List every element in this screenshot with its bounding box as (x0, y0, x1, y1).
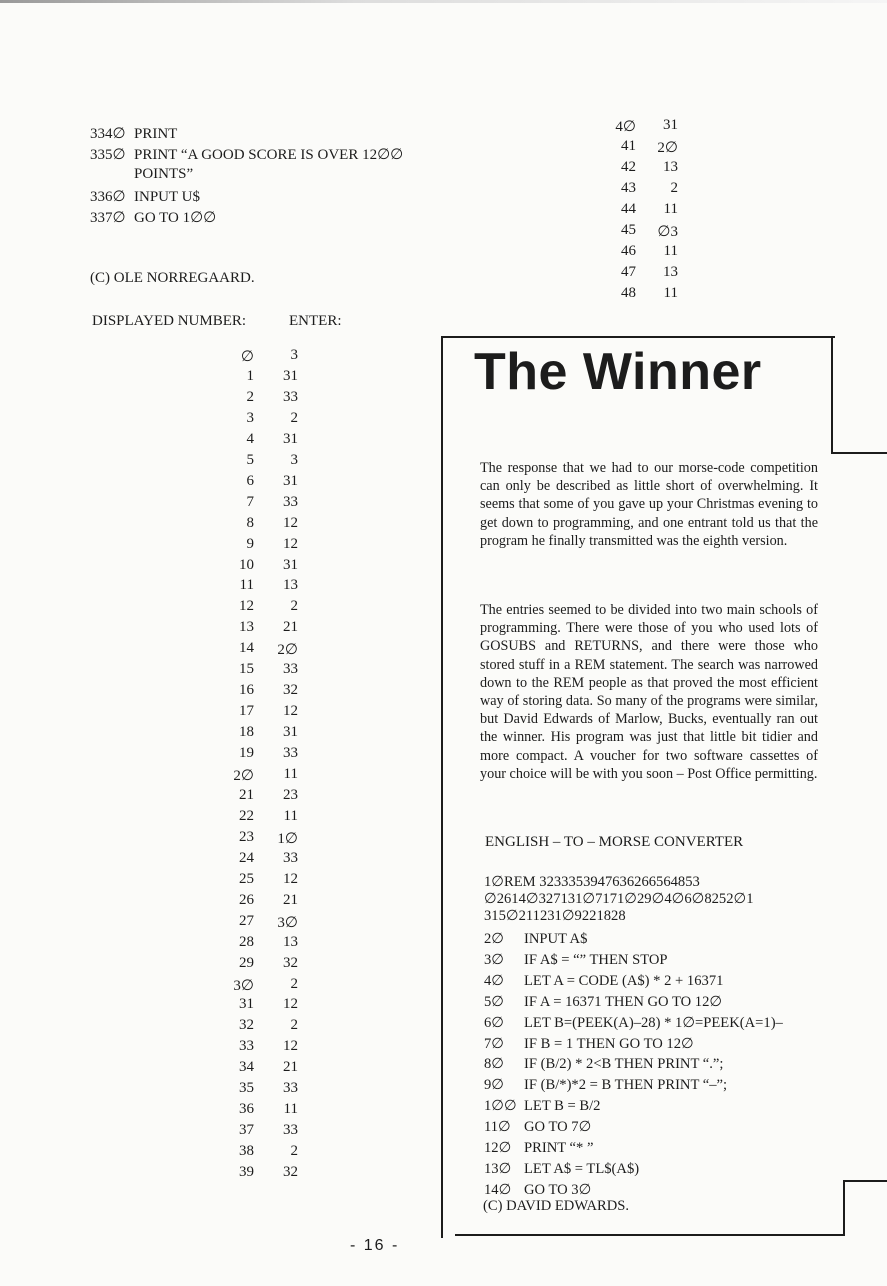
line-text: INPUT U$ (134, 189, 200, 205)
displayed-number: 26 (239, 891, 254, 908)
enter-value: 11 (663, 285, 678, 301)
code-line-text: IF A = 16371 THEN GO TO 12∅ (524, 993, 723, 1010)
line-number: 337∅ (90, 210, 126, 226)
displayed-number: 2∅ (233, 768, 254, 784)
header-enter: ENTER: (289, 313, 342, 329)
displayed-number: 3 (246, 409, 254, 426)
rem-line: ∅2614∅327131∅7171∅29∅4∅6∅8252∅1 (484, 891, 754, 907)
enter-value: 2 (670, 180, 678, 196)
displayed-number: 44 (621, 201, 636, 217)
article-title: The Winner (474, 343, 762, 401)
enter-value: ∅3 (657, 224, 678, 240)
displayed-number: 43 (621, 180, 636, 196)
copyright-david: (C) DAVID EDWARDS. (483, 1198, 630, 1214)
rem-line: 1∅REM 3233353947636266564853 (484, 874, 700, 890)
displayed-number: 41 (621, 138, 636, 154)
program-line (90, 166, 193, 183)
enter-value: 33 (283, 1122, 298, 1139)
displayed-number: 7 (246, 493, 254, 510)
displayed-number: 23 (239, 828, 254, 845)
displayed-number: 4 (246, 430, 254, 447)
displayed-number: 45 (621, 222, 636, 238)
displayed-number: 36 (239, 1101, 254, 1118)
code-line-text: PRINT “* ” (524, 1140, 594, 1156)
enter-value: 33 (283, 661, 298, 678)
code-line-text: LET A = CODE (A$) * 2 + 16371 (524, 972, 724, 989)
enter-value: 2 (290, 975, 298, 992)
enter-value: 31 (283, 556, 298, 573)
enter-value: 33 (283, 849, 298, 866)
enter-value: 2∅ (277, 642, 298, 659)
displayed-number: 18 (239, 724, 254, 741)
enter-value: 12 (283, 1038, 298, 1055)
displayed-number: 10 (239, 556, 254, 573)
enter-value: 11 (663, 243, 678, 259)
displayed-number: 13 (239, 619, 254, 636)
displayed-number: 25 (239, 870, 254, 887)
enter-value: 12 (283, 535, 298, 552)
displayed-number: 14 (239, 640, 254, 657)
enter-value: 12 (283, 514, 298, 531)
displayed-number: 5 (246, 451, 254, 468)
enter-value: 21 (283, 891, 298, 908)
enter-value: 13 (663, 159, 678, 175)
displayed-number: 34 (239, 1059, 254, 1076)
code-line (484, 1139, 593, 1157)
code-subtitle: ENGLISH – TO – MORSE CONVERTER (485, 834, 744, 850)
code-line (484, 1118, 591, 1136)
enter-value: 31 (663, 117, 678, 133)
code-line (484, 1035, 694, 1053)
enter-value: 32 (283, 682, 298, 699)
enter-value: 13 (283, 577, 298, 594)
code-line (484, 1055, 723, 1073)
displayed-number: 9 (246, 535, 254, 552)
code-line (484, 1160, 639, 1178)
displayed-number: 8 (246, 514, 254, 531)
code-line (484, 993, 722, 1011)
displayed-number: 31 (239, 996, 254, 1013)
code-line-text: GO TO 3∅ (524, 1181, 592, 1198)
enter-value: 32 (283, 1164, 298, 1181)
code-line (484, 930, 587, 948)
code-line-text: LET B=(PEEK(A)–28) * 1∅=PEEK(A=1)– (524, 1014, 783, 1031)
displayed-number: 21 (239, 786, 254, 803)
code-line-number: 5∅ (484, 993, 505, 1010)
enter-value: 11 (283, 766, 298, 782)
enter-value: 3∅ (277, 914, 298, 931)
code-line (484, 1181, 591, 1199)
code-line-number: 2∅ (484, 931, 505, 947)
box-border (831, 336, 833, 454)
code-line-text: IF A$ = “” THEN STOP (524, 951, 668, 968)
enter-value: 2 (290, 1143, 298, 1160)
enter-value: 11 (283, 1101, 298, 1118)
program-line (90, 208, 216, 227)
displayed-number: 24 (239, 849, 254, 866)
displayed-number: 42 (621, 159, 636, 175)
line-text: POINTS” (134, 166, 194, 182)
program-line (90, 187, 200, 206)
enter-value: 12 (283, 870, 298, 887)
code-line-number: 12∅ (484, 1140, 512, 1156)
enter-value: 23 (283, 786, 298, 803)
enter-value: 33 (283, 745, 298, 762)
enter-value: 33 (283, 388, 298, 405)
enter-value: 31 (283, 724, 298, 741)
enter-value: 11 (283, 807, 298, 824)
enter-value: 21 (283, 619, 298, 636)
code-line-number: 6∅ (484, 1014, 505, 1031)
code-line-text: IF (B/*)*2 = B THEN PRINT “–”; (524, 1077, 728, 1094)
code-line-number: 7∅ (484, 1035, 505, 1052)
code-line-number: 11∅ (484, 1119, 511, 1136)
enter-value: 31 (283, 367, 298, 384)
displayed-number: 27 (239, 912, 254, 929)
enter-value: 2 (290, 1017, 298, 1034)
page-number: - 16 - (350, 1237, 400, 1254)
displayed-number: 47 (621, 264, 636, 280)
enter-value: 11 (663, 201, 678, 217)
page-edge (0, 0, 887, 3)
code-line-text: INPUT A$ (524, 931, 588, 947)
line-text: PRINT “A GOOD SCORE IS OVER 12∅∅ (134, 147, 404, 163)
code-line (484, 951, 668, 969)
box-border (843, 1180, 845, 1236)
enter-value: 21 (283, 1059, 298, 1076)
displayed-number: 22 (239, 807, 254, 824)
displayed-number: 35 (239, 1080, 254, 1097)
code-line (484, 972, 723, 990)
code-line-number: 9∅ (484, 1077, 505, 1094)
code-line-number: 1∅∅ (484, 1098, 517, 1115)
displayed-number: 12 (239, 598, 254, 615)
article-paragraph-1: The response that we had to our morse-code competition can only be described as little short of overwhelming. It seems that some of you gave up your Christmas evening to get down to programming, and one entrant told us that the program he finally transmitted was the eighth version. (480, 460, 818, 549)
displayed-number: 38 (239, 1143, 254, 1160)
article-paragraph-2: The entries seemed to be divided into two main schools of programming. There were those of you who used lots of GOSUBS and RETURNS, and there were those who stored stuff in a REM statement. The search was narrowed down to the REM people as that proved the most efficient way of storing data. So many of the programs were similar, but David Edwards of Marlow, Bucks, eventually ran out the winner. His program was just that little bit tidier and more compact. A voucher for two software cassettes of your choice will be with you soon – Post Office permitting. (480, 602, 818, 782)
displayed-number: 2 (246, 388, 254, 405)
line-number: 335∅ (90, 147, 126, 163)
code-line (484, 1076, 727, 1094)
displayed-number: 6 (246, 472, 254, 489)
enter-value: 13 (283, 933, 298, 950)
program-line (90, 145, 403, 164)
displayed-number: 11 (239, 577, 254, 594)
box-border (843, 1180, 887, 1182)
enter-value: 12 (283, 996, 298, 1013)
enter-value: 3 (290, 451, 298, 468)
code-line-number: 14∅ (484, 1181, 512, 1198)
enter-value: 2∅ (657, 140, 678, 156)
displayed-number: 37 (239, 1122, 254, 1139)
enter-value: 32 (283, 954, 298, 971)
code-line-text: IF (B/2) * 2<B THEN PRINT “.”; (524, 1056, 724, 1073)
displayed-number: 3∅ (233, 977, 254, 994)
rem-line: 315∅211231∅9221828 (484, 908, 626, 924)
displayed-number: 4∅ (615, 119, 636, 135)
code-line-number: 3∅ (484, 951, 505, 968)
displayed-number: 15 (239, 661, 254, 678)
displayed-number: 46 (621, 243, 636, 259)
displayed-number: 32 (239, 1017, 254, 1034)
code-line-text: LET A$ = TL$(A$) (524, 1160, 640, 1177)
line-text: PRINT (134, 126, 178, 142)
displayed-number: 16 (239, 682, 254, 699)
displayed-number: 1 (246, 367, 254, 384)
displayed-number: 28 (239, 933, 254, 950)
enter-value: 13 (663, 264, 678, 280)
code-line (484, 1014, 783, 1032)
code-line (484, 1097, 600, 1115)
enter-value: 12 (283, 703, 298, 720)
enter-value: 2 (290, 409, 298, 426)
enter-value: 31 (283, 472, 298, 489)
displayed-number: 17 (239, 703, 254, 720)
line-number: 336∅ (90, 189, 126, 205)
header-displayed-number: DISPLAYED NUMBER: (92, 313, 247, 329)
displayed-number: 48 (621, 285, 636, 301)
program-line (90, 124, 177, 143)
enter-value: 33 (283, 1080, 298, 1097)
code-line-text: LET B = B/2 (524, 1098, 601, 1115)
line-number: 334∅ (90, 126, 126, 142)
code-line-text: IF B = 1 THEN GO TO 12∅ (524, 1035, 694, 1052)
line-text: GO TO 1∅∅ (134, 210, 217, 226)
displayed-number: ∅ (240, 349, 254, 365)
enter-value: 31 (283, 430, 298, 447)
copyright-ole: (C) OLE NORREGAARD. (90, 270, 255, 286)
box-border (831, 452, 887, 454)
displayed-number: 39 (239, 1164, 254, 1181)
enter-value: 1∅ (277, 830, 298, 847)
box-border (455, 1234, 845, 1236)
displayed-number: 19 (239, 745, 254, 762)
code-line-number: 13∅ (484, 1160, 512, 1177)
code-line-number: 8∅ (484, 1056, 505, 1073)
code-line-number: 4∅ (484, 972, 505, 989)
enter-value: 33 (283, 493, 298, 510)
displayed-number: 29 (239, 954, 254, 971)
enter-value: 3 (290, 347, 298, 363)
enter-value: 2 (290, 598, 298, 615)
code-line-text: GO TO 7∅ (524, 1119, 592, 1136)
displayed-number: 33 (239, 1038, 254, 1055)
